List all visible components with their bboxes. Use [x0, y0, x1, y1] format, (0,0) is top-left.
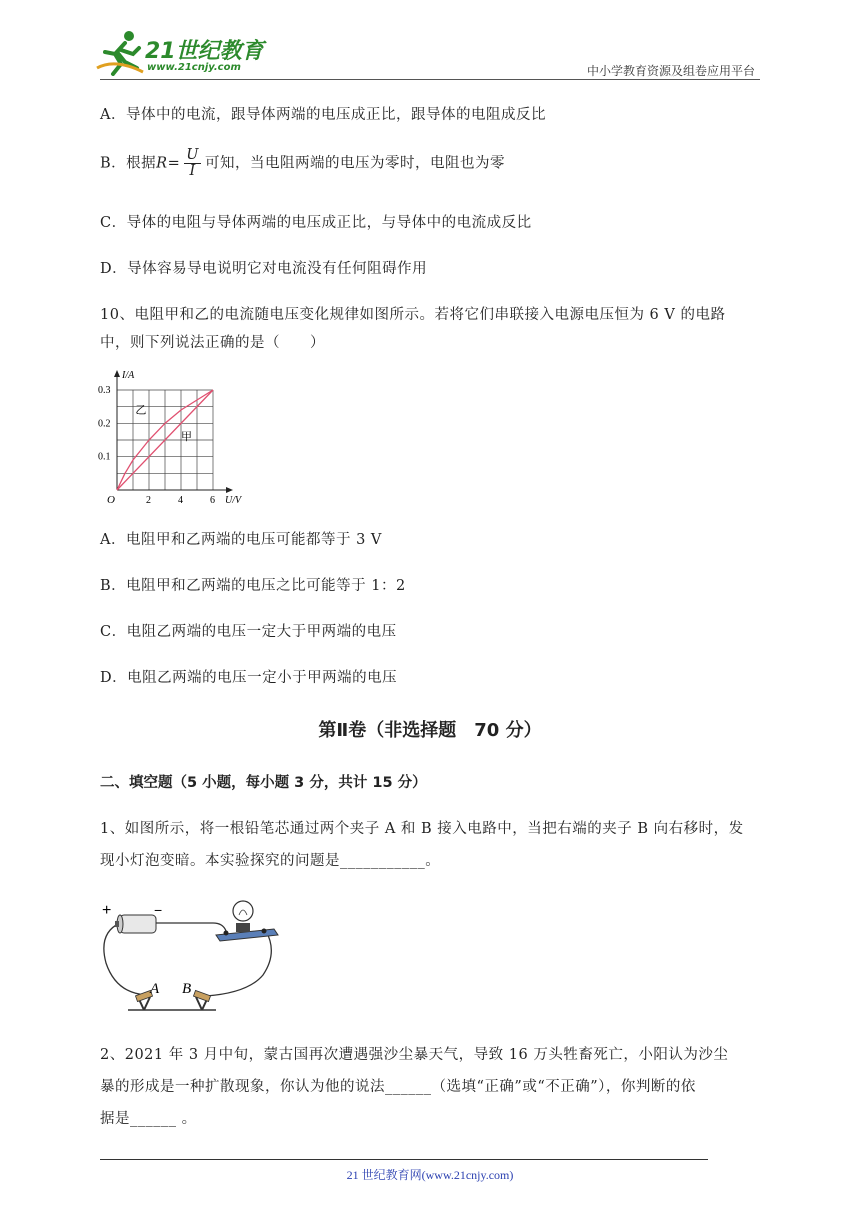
q9-option-b-suffix: 可知，当电阻两端的电压为零时，电阻也为零: [204, 155, 505, 172]
footer-text: 21 世纪教育网(www.21cnjy.com): [346, 1168, 514, 1182]
clip-b-label: B: [182, 981, 192, 997]
section-title: 第Ⅱ卷（非选择题 70 分）: [318, 720, 542, 741]
series-label-jia: 甲: [181, 431, 192, 443]
x-tick-label: 2: [146, 495, 151, 504]
origin-label: O: [107, 494, 115, 504]
q10-stem-line1: 10、电阻甲和乙的电流随电压变化规律如图所示。若将它们串联接入电源电压恒为 6 V 的电路: [100, 307, 726, 323]
q9-option-b: [100, 148, 505, 179]
y-axis-arrow: [114, 370, 120, 377]
q10-option-d: D．电阻乙两端的电压一定小于甲两端的电压: [100, 670, 398, 686]
x-tick-label: 6: [210, 495, 215, 504]
clip-b-icon: [193, 990, 210, 1010]
clip-a-label: A: [150, 981, 160, 997]
header-rule: [100, 79, 760, 80]
y-tick-label: 0.3: [98, 385, 111, 396]
wire-right: [206, 931, 271, 996]
formula-equals: =: [167, 155, 181, 172]
q10-option-b: B．电阻甲和乙两端的电压之比可能等于 1：2: [100, 578, 406, 594]
q9-option-d: D．导体容易导电说明它对电流没有任何阻碍作用: [100, 261, 428, 277]
logo-url-text: www.21cnjy.com: [147, 62, 241, 73]
q10-option-c: C．电阻乙两端的电压一定大于甲两端的电压: [100, 624, 397, 640]
fill2-line1: 2、2021 年 3 月中旬，蒙古国再次遭遇强沙尘暴天气，导致 16 万头牲畜死亡，小阳认为沙尘: [100, 1047, 729, 1063]
x-axis-arrow: [226, 487, 233, 493]
header-logo: [95, 28, 265, 78]
wire-top: [156, 923, 226, 931]
formula-denominator: I: [189, 163, 196, 179]
fill2-line2: 暴的形成是一种扩散现象，你认为他的说法______（选填“正确”或“不正确”），你判断的依: [100, 1079, 696, 1095]
battery-icon: [115, 915, 156, 933]
battery-minus-label: −: [154, 902, 163, 918]
x-tick-label: 4: [178, 495, 183, 504]
formula-r: R: [156, 155, 168, 172]
fill1-line1: 1、如图所示，将一根铅笔芯通过两个夹子 A 和 B 接入电路中，当把右端的夹子 B 向右移时，发: [100, 821, 744, 837]
y-tick-label: 0.1: [98, 451, 111, 463]
y-axis-label: I/A: [122, 370, 135, 381]
section-subtitle: 二、填空题（5 小题，每小题 3 分，共计 15 分）: [100, 775, 427, 791]
x-axis-label: U/V: [225, 495, 242, 504]
header-platform-name: 中小学教育资源及组卷应用平台: [586, 64, 755, 78]
footer-rule: [100, 1159, 708, 1160]
formula-fraction: [184, 148, 201, 179]
y-tick-label: 0.2: [98, 418, 111, 430]
q9-option-b-prefix: B．根据: [100, 155, 157, 172]
formula-numerator: U: [186, 147, 199, 163]
q9-option-a: A．导体中的电流，跟导体两端的电压成正比，跟导体的电阻成反比: [100, 107, 546, 123]
q9-option-c: C．导体的电阻与导体两端的电压成正比，与导体中的电流成反比: [100, 215, 532, 231]
light-bulb-icon: [216, 901, 278, 941]
fill1-line2: 现小灯泡变暗。本实验探究的问题是___________。: [100, 853, 441, 869]
wire-left: [104, 923, 146, 995]
fill2-line3: 据是______ 。: [100, 1111, 197, 1127]
circuit-diagram: [98, 893, 283, 1018]
runner-logo-icon: [95, 28, 149, 76]
iu-chart: [95, 364, 255, 504]
logo-main-text: 21世纪教育: [145, 39, 264, 64]
q10-option-a: A．电阻甲和乙两端的电压可能都等于 3 V: [100, 532, 382, 548]
q10-stem-line2: 中，则下列说法正确的是（ ）: [100, 335, 325, 351]
series-label-yi: 乙: [135, 404, 147, 417]
battery-plus-label: +: [102, 902, 112, 919]
